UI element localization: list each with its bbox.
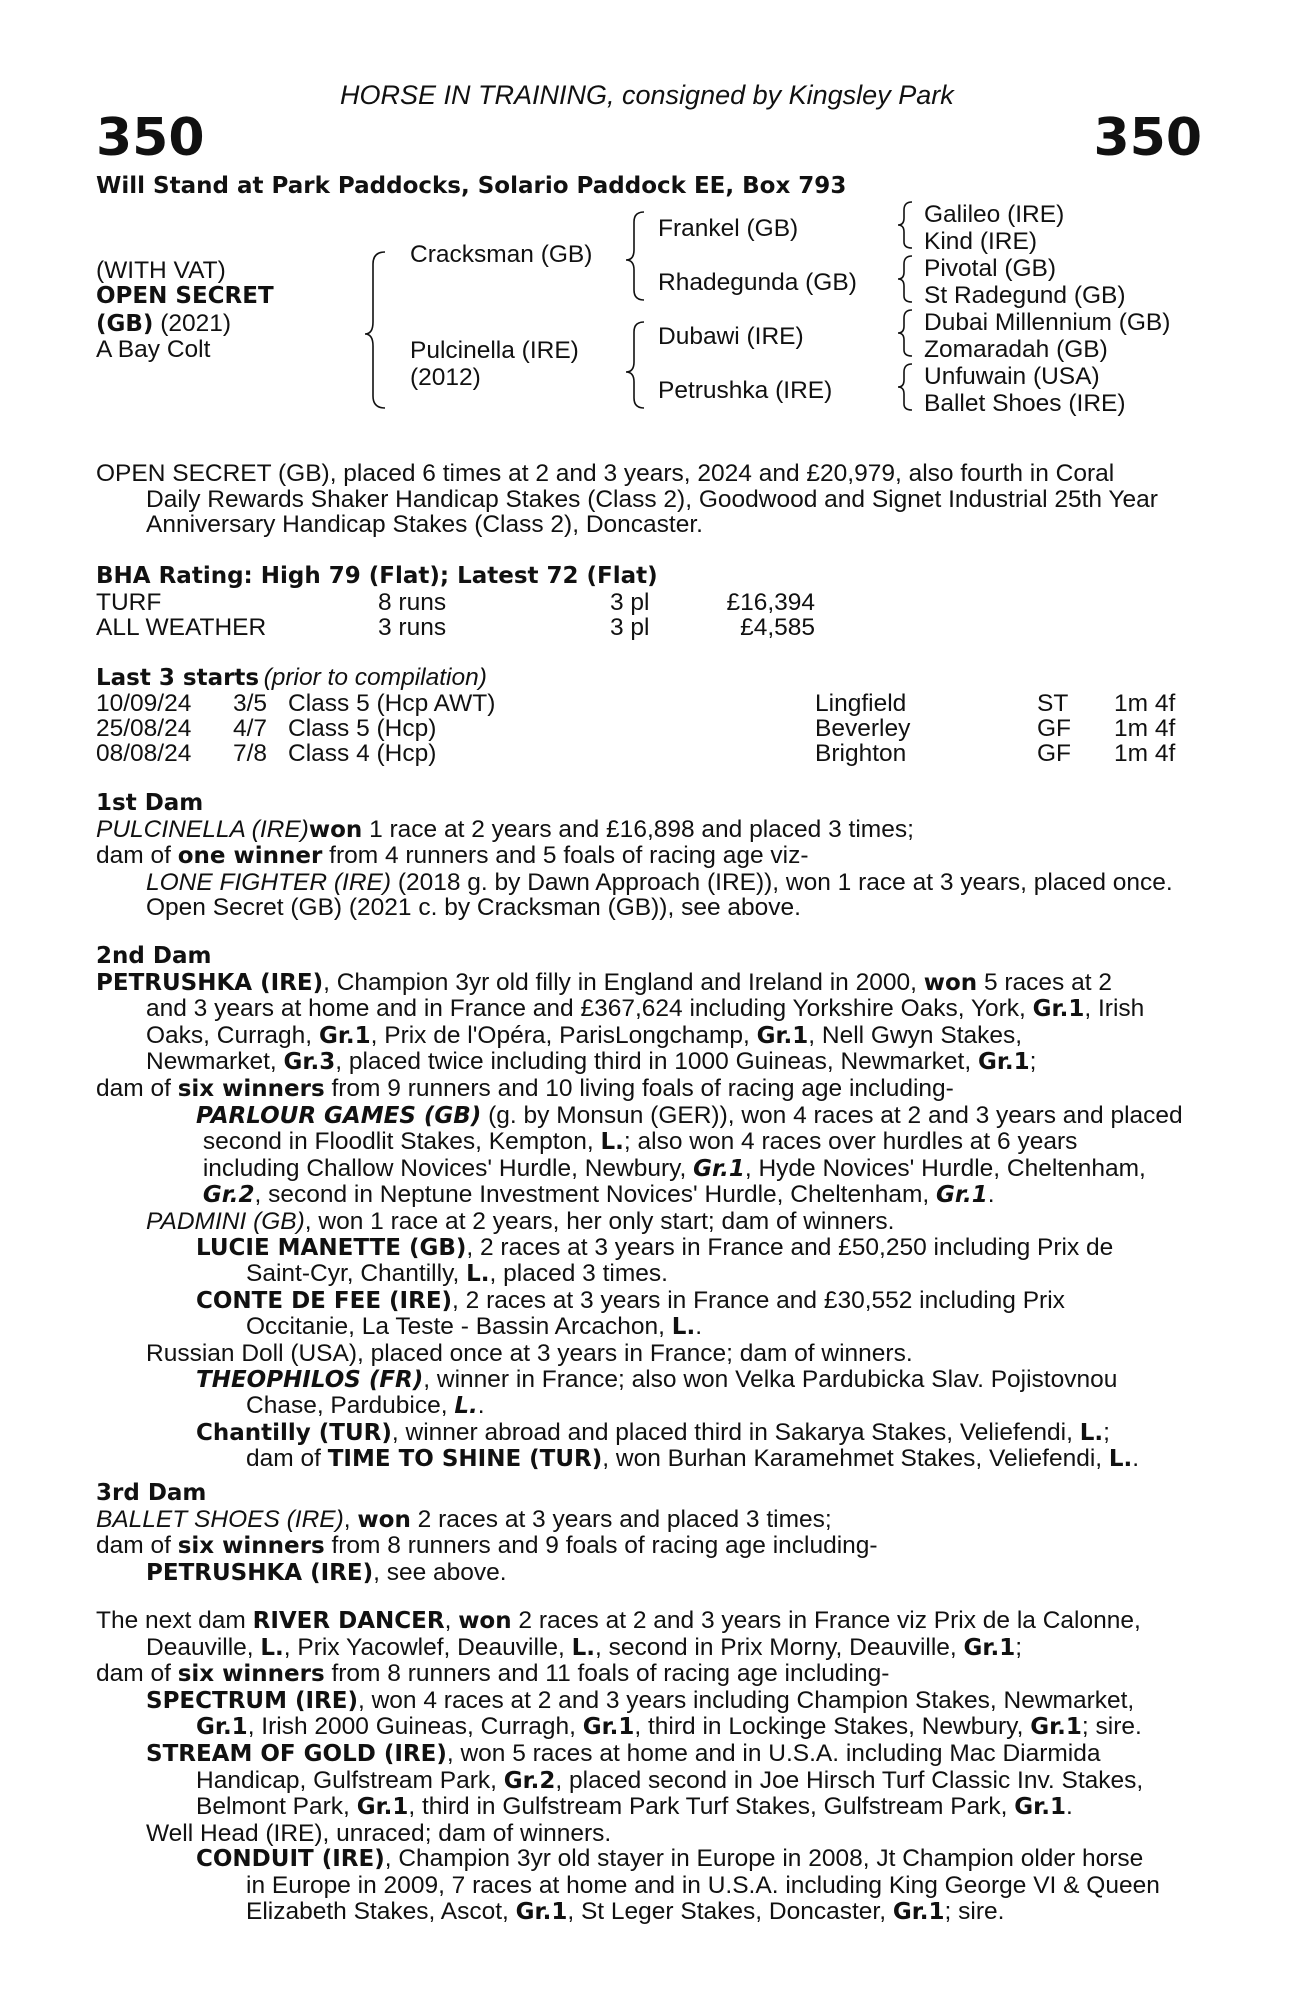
stand-location: Will Stand at Park Paddocks, Solario Paddock EE, Box 793	[96, 173, 847, 199]
second-dam-line-7: second in Floodlit Stakes, Kempton, L.; also won 4 races over hurdles at 6 years	[202, 1128, 1078, 1156]
first-dam-line-1: PULCINELLA (IRE)won 1 race at 2 years and £16,898 and placed 3 times;	[96, 815, 914, 843]
pedigree-sire-sire: Frankel (GB)	[658, 215, 799, 242]
pedigree-dam-year: (2012)	[410, 364, 481, 391]
first-dam-section	[96, 791, 1206, 921]
next-dam-section	[96, 1608, 1206, 1925]
second-dam-line-11: LUCIE MANETTE (GB), 2 races at 3 years in France and £50,250 including Prix de	[196, 1233, 1114, 1261]
rating-turf-placed: 3 pl	[610, 589, 650, 616]
start-2-course: Beverley	[815, 715, 911, 742]
pedigree-g3-7: Unfuwain (USA)	[924, 363, 1100, 390]
brace-g3-2	[898, 256, 912, 302]
next-dam-line-8: Belmont Park, Gr.1, third in Gulfstream Park Turf Stakes, Gulfstream Park, Gr.1.	[196, 1793, 1073, 1821]
third-dam-line-1: BALLET SHOES (IRE), won 2 races at 3 years and placed 3 times;	[96, 1505, 832, 1533]
second-dam-line-1: PETRUSHKA (IRE), Champion 3yr old filly in England and Ireland in 2000, won 5 races at 2	[96, 968, 1112, 996]
horse-country: (GB)	[96, 311, 154, 337]
next-dam-line-9: Well Head (IRE), unraced; dam of winners.	[146, 1819, 612, 1847]
horse-year: (2021)	[160, 310, 232, 337]
pedigree-dam-dam: Petrushka (IRE)	[658, 377, 833, 404]
next-dam-line-7: Handicap, Gulfstream Park, Gr.2, placed second in Joe Hirsch Turf Classic Inv. Stakes,	[196, 1766, 1144, 1794]
start-3-dist: 1m 4f	[1114, 740, 1176, 767]
rating-aw-placed: 3 pl	[610, 614, 650, 641]
next-dam-line-11: in Europe in 2009, 7 races at home and in U.S.A. including King George VI & Queen	[246, 1871, 1160, 1899]
second-dam-line-12: Saint-Cyr, Chantilly, L., placed 3 times.	[246, 1260, 668, 1288]
start-3-pos: 7/8	[233, 740, 268, 767]
starts-heading: Last 3 starts	[96, 665, 260, 691]
second-dam-line-9: Gr.2, second in Neptune Investment Novices' Hurdle, Cheltenham, Gr.1.	[202, 1181, 995, 1209]
pedigree-g3-5: Dubai Millennium (GB)	[924, 309, 1171, 336]
second-dam-line-3: Oaks, Curragh, Gr.1, Prix de l'Opéra, ParisLongchamp, Gr.1, Nell Gwyn Stakes,	[146, 1021, 1023, 1049]
rating-aw-runs: 3 runs	[378, 614, 447, 641]
pedigree-g3-4: St Radegund (GB)	[924, 282, 1126, 309]
first-dam-offspring-1: LONE FIGHTER (IRE) (2018 g. by Dawn Approach (IRE)), won 1 race at 3 years, placed once.	[146, 868, 1173, 896]
brace-sire	[626, 212, 644, 300]
first-dam-line-2: dam of one winner from 4 runners and 5 foals of racing age viz-	[96, 842, 809, 870]
start-1-date: 10/09/24	[96, 690, 192, 717]
next-dam-line-6: STREAM OF GOLD (IRE), won 5 races at home and in U.S.A. including Mac Diarmida	[146, 1739, 1101, 1767]
pedigree-sire-dam: Rhadegunda (GB)	[658, 269, 857, 296]
catalogue-header: HORSE IN TRAINING, consigned by Kingsley Park	[340, 80, 954, 110]
pedigree-g3-3: Pivotal (GB)	[924, 255, 1057, 282]
start-3-course: Brighton	[815, 740, 907, 767]
pedigree-braces	[0, 0, 1315, 420]
next-dam-line-3: dam of six winners from 8 runners and 11 foals of racing age including-	[96, 1660, 890, 1688]
start-3-going: GF	[1037, 740, 1072, 767]
next-dam-line-1: The next dam RIVER DANCER, won 2 races at 2 and 3 years in France viz Prix de la Calonne,	[96, 1607, 1141, 1634]
third-dam-heading: 3rd Dam	[96, 1480, 207, 1506]
start-2-dist: 1m 4f	[1114, 715, 1176, 742]
first-dam-offspring-2: Open Secret (GB) (2021 c. by Cracksman (GB)), see above.	[146, 894, 801, 922]
second-dam-line-18: Chantilly (TUR), winner abroad and placed third in Sakarya Stakes, Veliefendi, L.;	[196, 1418, 1110, 1446]
brace-g3-3	[898, 310, 912, 356]
pedigree-sire: Cracksman (GB)	[410, 241, 593, 268]
third-dam-line-2: dam of six winners from 8 runners and 9 foals of racing age including-	[96, 1532, 878, 1560]
second-dam-section	[96, 944, 1206, 1473]
next-dam-line-2: Deauville, L., Prix Yacowlef, Deauville, L., second in Prix Morny, Deauville, Gr.1;	[146, 1633, 1023, 1661]
second-dam-heading: 2nd Dam	[96, 943, 212, 969]
second-dam-line-10: PADMINI (GB), won 1 race at 2 years, her only start; dam of winners.	[146, 1207, 895, 1235]
start-2-pos: 4/7	[233, 715, 268, 742]
second-dam-line-16: THEOPHILOS (FR), winner in France; also won Velka Pardubicka Slav. Pojistovnou	[196, 1365, 1118, 1393]
start-3-date: 08/08/24	[96, 740, 192, 767]
rating-aw-surface: ALL WEATHER	[96, 614, 267, 641]
second-dam-line-4: Newmarket, Gr.3, placed twice including third in 1000 Guineas, Newmarket, Gr.1;	[146, 1048, 1037, 1076]
rating-aw-prize: £4,585	[740, 614, 815, 641]
third-dam-section	[96, 1481, 1206, 1586]
rating-turf-prize: £16,394	[726, 589, 815, 616]
start-1-going: ST	[1037, 690, 1069, 717]
third-dam-line-3: PETRUSHKA (IRE), see above.	[146, 1558, 507, 1586]
rating-heading: BHA Rating: High 79 (Flat); Latest 72 (Flat)	[96, 563, 658, 589]
lot-number-right: 350	[1093, 108, 1202, 168]
pedigree-dam-sire: Dubawi (IRE)	[658, 323, 804, 350]
start-2-date: 25/08/24	[96, 715, 192, 742]
second-dam-line-6: PARLOUR GAMES (GB) (g. by Monsun (GER)), won 4 races at 2 and 3 years and placed	[196, 1101, 1183, 1129]
second-dam-line-15: Russian Doll (USA), placed once at 3 years in France; dam of winners.	[146, 1339, 913, 1367]
start-3-class: Class 4 (Hcp)	[288, 740, 437, 767]
second-dam-line-13: CONTE DE FEE (IRE), 2 races at 3 years in France and £30,552 including Prix	[196, 1286, 1065, 1314]
next-dam-line-10: CONDUIT (IRE), Champion 3yr old stayer in Europe in 2008, Jt Champion older horse	[196, 1845, 1144, 1873]
pedigree-g3-1: Galileo (IRE)	[924, 201, 1065, 228]
start-1-course: Lingfield	[815, 690, 907, 717]
start-2-class: Class 5 (Hcp)	[288, 715, 437, 742]
first-dam-heading: 1st Dam	[96, 790, 204, 816]
summary-line-2: Daily Rewards Shaker Handicap Stakes (Class 2), Goodwood and Signet Industrial 25th Year	[146, 485, 1158, 513]
brace-g3-4	[898, 364, 912, 410]
horse-description: A Bay Colt	[96, 336, 211, 363]
starts-note: (prior to compilation)	[263, 664, 487, 691]
race-summary	[96, 461, 1206, 538]
starts-heading-line	[96, 664, 487, 692]
horse-name: OPEN SECRET	[96, 283, 274, 309]
brace-g3-1	[898, 202, 912, 248]
start-1-pos: 3/5	[233, 690, 268, 717]
start-1-class: Class 5 (Hcp AWT)	[288, 690, 496, 717]
second-dam-line-14: Occitanie, La Teste - Bassin Arcachon, L..	[246, 1313, 703, 1341]
second-dam-line-8: including Challow Novices' Hurdle, Newbury, Gr.1, Hyde Novices' Hurdle, Cheltenham,	[202, 1154, 1146, 1182]
pedigree-g3-2: Kind (IRE)	[924, 228, 1038, 255]
next-dam-line-5: Gr.1, Irish 2000 Guineas, Curragh, Gr.1, third in Lockinge Stakes, Newbury, Gr.1; sire.	[196, 1713, 1142, 1741]
rating-turf-runs: 8 runs	[378, 589, 447, 616]
start-2-going: GF	[1037, 715, 1072, 742]
pedigree-g3-8: Ballet Shoes (IRE)	[924, 390, 1126, 417]
second-dam-line-17: Chase, Pardubice, L..	[246, 1392, 485, 1420]
second-dam-line-19: dam of TIME TO SHINE (TUR), won Burhan Karamehmet Stakes, Veliefendi, L..	[246, 1445, 1140, 1473]
lot-number-left: 350	[96, 108, 205, 168]
pedigree-dam: Pulcinella (IRE)	[410, 337, 579, 364]
brace-sire-dam	[365, 252, 385, 408]
pedigree-g3-6: Zomaradah (GB)	[924, 336, 1108, 363]
next-dam-line-12: Elizabeth Stakes, Ascot, Gr.1, St Leger Stakes, Doncaster, Gr.1; sire.	[246, 1897, 1005, 1925]
summary-line-1: OPEN SECRET (GB), placed 6 times at 2 and 3 years, 2024 and £20,979, also fourth in Coral	[96, 460, 1115, 487]
second-dam-line-5: dam of six winners from 9 runners and 10 living foals of racing age including-	[96, 1074, 954, 1102]
second-dam-line-2: and 3 years at home and in France and £367,624 including Yorkshire Oaks, York, Gr.1, Irish	[146, 995, 1145, 1023]
next-dam-line-4: SPECTRUM (IRE), won 4 races at 2 and 3 years including Champion Stakes, Newmarket,	[146, 1686, 1135, 1714]
brace-dam	[626, 322, 644, 408]
summary-line-3: Anniversary Handicap Stakes (Class 2), Doncaster.	[146, 511, 703, 539]
vat-note: (WITH VAT)	[96, 257, 226, 284]
start-1-dist: 1m 4f	[1114, 690, 1176, 717]
rating-turf-surface: TURF	[96, 589, 162, 616]
